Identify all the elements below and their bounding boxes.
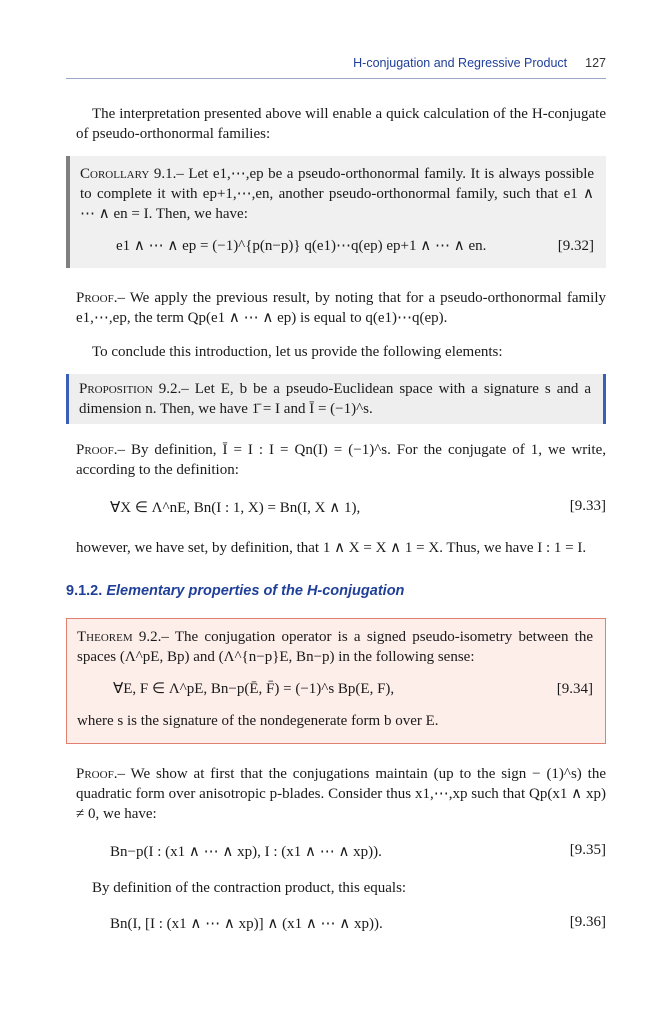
equation-9-36 (76, 914, 606, 936)
proof-1-label: Proof (76, 290, 114, 306)
running-header (66, 56, 606, 79)
proof-1: Proof.– We apply the previous result, by noting that for a pseudo-orthonormal family e1,⋯,ep, the term Qp(e1 ∧ ⋯ ∧ ep) is equal to q(e1)⋯q(ep). (76, 290, 606, 326)
proposition-box (66, 374, 606, 424)
theorem-box (66, 618, 606, 744)
section-title: Elementary properties of the H-conjugation (106, 583, 405, 599)
page-number: 127 (585, 56, 606, 70)
proof-3-text: We show at first that the conjugations maintain (up to the sign − (1)^s) the quadratic form over anisotropic p-blades. Consider thus x1,⋯,xp such that Qp(x1 ∧ xp) ≠ 0, we have: (76, 766, 606, 822)
theorem-where-text: where s is the signature of the nondegenerate form b over E. (77, 713, 439, 729)
intro-text: The interpretation presented above will enable a quick calculation of the H-conjugate of pseudo-orthonormal families: (76, 106, 606, 142)
contraction-text: By definition of the contraction product, this equals: (92, 880, 407, 896)
proposition-label: Proposition (79, 381, 153, 397)
contraction-paragraph (76, 878, 606, 898)
equation-9-33-body: ∀X ∈ Λ^nE, Bn(I : 1, X) = Bn(I, X ∧ 1), (110, 500, 361, 516)
equation-9-34-body: ∀E, F ∈ Λ^pE, Bn−p(Ē, F̄) = (−1)^s Bp(E, F), (113, 681, 395, 697)
equation-9-35-body: Bn−p(I : (x1 ∧ ⋯ ∧ xp), I : (x1 ∧ ⋯ ∧ xp)). (110, 844, 382, 860)
theorem-text: The conjugation operator is a signed pseudo-isometry between the spaces (Λ^pE, Bp) and (Λ^{n−p}E, Bn−p) in the following sense: (77, 629, 594, 665)
conclude-text: To conclude this introduction, let us provide the following elements: (92, 344, 503, 360)
proof-3: Proof.– We show at first that the conjugations maintain (up to the sign − (1)^s) the quadratic form over anisotropic p-blades. Consider thus x1,⋯,xp such that Qp(x1 ∧ xp) ≠ 0, we have: (76, 766, 606, 822)
proof-1-text: We apply the previous result, by noting that for a pseudo-orthonormal family e1,⋯,ep, the term Qp(e1 ∧ ⋯ ∧ ep) is equal to q(e1)⋯q(ep). (76, 290, 606, 326)
corollary-label: Corollary (80, 166, 150, 182)
proof-2-text: By definition, Ī = I : I = Qn(I) = (−1)^s. For the conjugate of 1, we write, according to the definition: (76, 442, 607, 478)
section-heading (66, 583, 404, 599)
proposition-text: Let E, b be a pseudo-Euclidean space with a signature s and a dimension n. Then, we have 1̄ = I and Ī = (−1)^s. (79, 381, 592, 417)
equation-9-34 (77, 673, 593, 701)
equation-9-35-number: [9.35] (569, 842, 606, 858)
theorem-number: 9.2.– (138, 629, 169, 645)
running-title: H-conjugation and Regressive Product (353, 56, 568, 70)
proof-2: Proof.– By definition, Ī = I : I = Qn(I) = (−1)^s. For the conjugate of 1, we write, according to the definition: (76, 442, 607, 478)
equation-9-35 (76, 842, 606, 864)
equation-9-34-number: [9.34] (556, 681, 593, 697)
corollary-statement (80, 164, 594, 224)
however-paragraph (76, 538, 606, 558)
corollary-box (66, 156, 606, 268)
equation-9-33 (76, 498, 606, 520)
proof-2-label: Proof (76, 442, 114, 458)
theorem-where (77, 711, 593, 731)
conclude-paragraph (76, 342, 606, 362)
however-text: however, we have set, by definition, that 1 ∧ X = X ∧ 1 = X. Thus, we have I : 1 = I. (76, 540, 587, 556)
proposition-statement (79, 379, 591, 419)
proof-3-label: Proof (76, 766, 114, 782)
intro-paragraph (76, 104, 606, 144)
equation-9-33-number: [9.33] (569, 498, 606, 514)
proposition-number: 9.2.– (158, 381, 189, 397)
theorem-statement (77, 627, 593, 667)
corollary-number: 9.1.– (153, 166, 184, 182)
equation-9-32-number: [9.32] (557, 238, 594, 254)
corollary-text: Let e1,⋯,ep be a pseudo-orthonormal family. It is always possible to complete it with ep+1,⋯,en, another pseudo-orthonormal family, such that e1 ∧ ⋯ ∧ en = I. Then, we have: (80, 166, 595, 222)
equation-9-32 (80, 230, 594, 258)
theorem-label: Theorem (77, 629, 133, 645)
equation-9-36-body: Bn(I, [I : (x1 ∧ ⋯ ∧ xp)] ∧ (x1 ∧ ⋯ ∧ xp)). (110, 916, 383, 932)
equation-9-32-body: e1 ∧ ⋯ ∧ ep = (−1)^{p(n−p)} q(e1)⋯q(ep) ep+1 ∧ ⋯ ∧ en. (116, 238, 487, 254)
equation-9-36-number: [9.36] (569, 914, 606, 930)
section-number: 9.1.2. (66, 583, 103, 599)
